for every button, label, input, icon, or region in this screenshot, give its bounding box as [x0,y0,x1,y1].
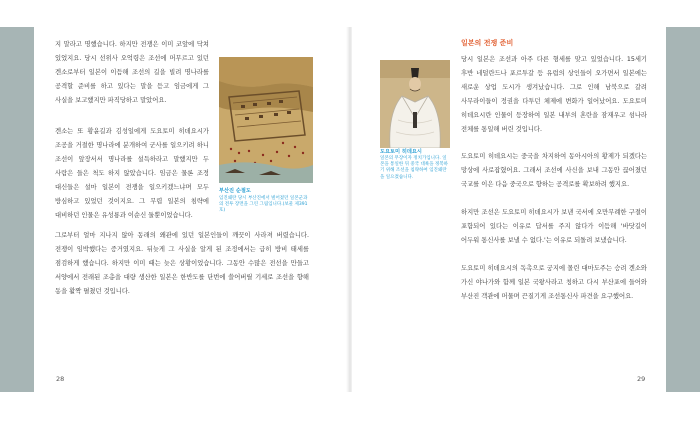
busanjin-caption-text: 임진왜란 당시 부산진에서 벌어졌던 일본군과의 전투 장면을 그린 그림입니다.(보물 제391호) [219,196,308,214]
right-paragraph-2: 도요토미 히데요시는 중국을 차지하여 동아시아의 황제가 되겠다는 망상에 사로잡혔어요. 그래서 조선에 사신을 보내 그동안 끊어졌던 국교를 이은 다음 중국으로 향하는 공격로를 확보하려 했지요. [461,153,647,188]
busanjin-painting-image [219,57,313,183]
section-heading: 일본의 전쟁 준비 [461,39,514,47]
right-margin-band [666,27,700,392]
left-paragraph-1: 지 말라고 명했습니다. 하지만 전쟁은 이미 코앞에 닥쳐 있었지요. 당시 선위사 오억령은 조선에 머무르고 있던 겐소로부터 일본이 이듬해 조선의 길을 빌려 명나라를 공격할 준비를 하고 있다는 말을 듣고 임금에게 그 사실을 보고했지만 파직당하고 말았어요. [55,41,209,104]
right-page-number: 29 [637,375,646,383]
toyotomi-caption-title: 도요토미 히데요시 [380,149,422,155]
left-paragraph-3: 그로부터 얼마 지나지 않아 동래의 왜관에 있던 일본인들이 깨끗이 사라져 버렸습니다. 전쟁이 임박했다는 증거였지요. 뒤늦게 그 사실을 알게 된 조정에서는 급히 방비 태세를 점검하게 했습니다. 하지만 이미 때는 늦은 상황이었습니다. 그동안 수많은 전선을 만들고 서양에서 전래된 조총을 대량 생산한 일본은 한반도를 단번에 쓸어버릴 기세로 조선을 향해 동을 활짝 펼쳤던 것입니다. [55,232,309,295]
toyotomi-caption-text: 일본의 무장이자 정치가입니다. 일본을 통일한 뒤 중국 대륙을 정복하기 위해 조선을 침략하여 임진왜란을 일으켰습니다. [380,156,449,180]
left-margin-band [0,27,34,392]
toyotomi-portrait [380,60,450,148]
busanjin-caption-title: 부산진 순절도 [219,188,251,194]
right-paragraph-1: 당시 일본은 조선과 아주 다른 형세를 맞고 있었습니다. 15세기 후반 네덜란드나 포르투갈 등 유럽의 상인들이 오가면서 일본에는 새로운 상업 도시가 생겨났습니다. 그로 인해 남북으로 갈려 사무라이들이 정권을 다투던 체제에 변화가 일어났어요. 도요토미 히데요시란 인물이 등장하여 일본 내부의 혼란을 잠재우고 섬나라 전체를 통일해 버린 것입니다. [461,56,647,133]
left-page-number: 28 [56,375,65,383]
busanjin-battle-painting [219,57,313,183]
right-paragraph-4: 도요토미 히데요시의 독촉으로 궁지에 몰린 대마도주는 승려 겐소와 가신 야나가와 함께 일본 국왕사라고 칭하고 다시 부산포에 들어와 부산진 객관에 머물며 끈질기게 조선통신사 파견을 요구했어요. [461,265,647,300]
left-paragraph-2: 겐소는 또 황윤길과 김성일에게 도요토미 히데요시가 조공을 거절한 명나라에 분개하여 군사를 일으키려 하니 조선이 앞장서서 명나라를 설득하라고 말했지만 두 사람은 들은 척도 하지 않았습니다. 임금은 물론 조정 대신들은 설마 일본이 전쟁을 일으키겠느냐며 모두 방심하고 있었던 것이지요. 그 무렵 일본의 침략에 대비하던 인물은 유성룡과 이순신 둘뿐이었습니다. [55,128,209,219]
toyotomi-portrait-image [380,60,450,148]
right-paragraph-3: 하지만 조선은 도요토미 히데요시가 보낸 국서에 오만무례한 구절이 포함되어 있다는 이유로 답서를 주지 않다가 이듬해 '바닷길이 어두워 통신사를 보낼 수 없다.'는 이유로 되돌려 보냈습니다. [461,209,647,244]
